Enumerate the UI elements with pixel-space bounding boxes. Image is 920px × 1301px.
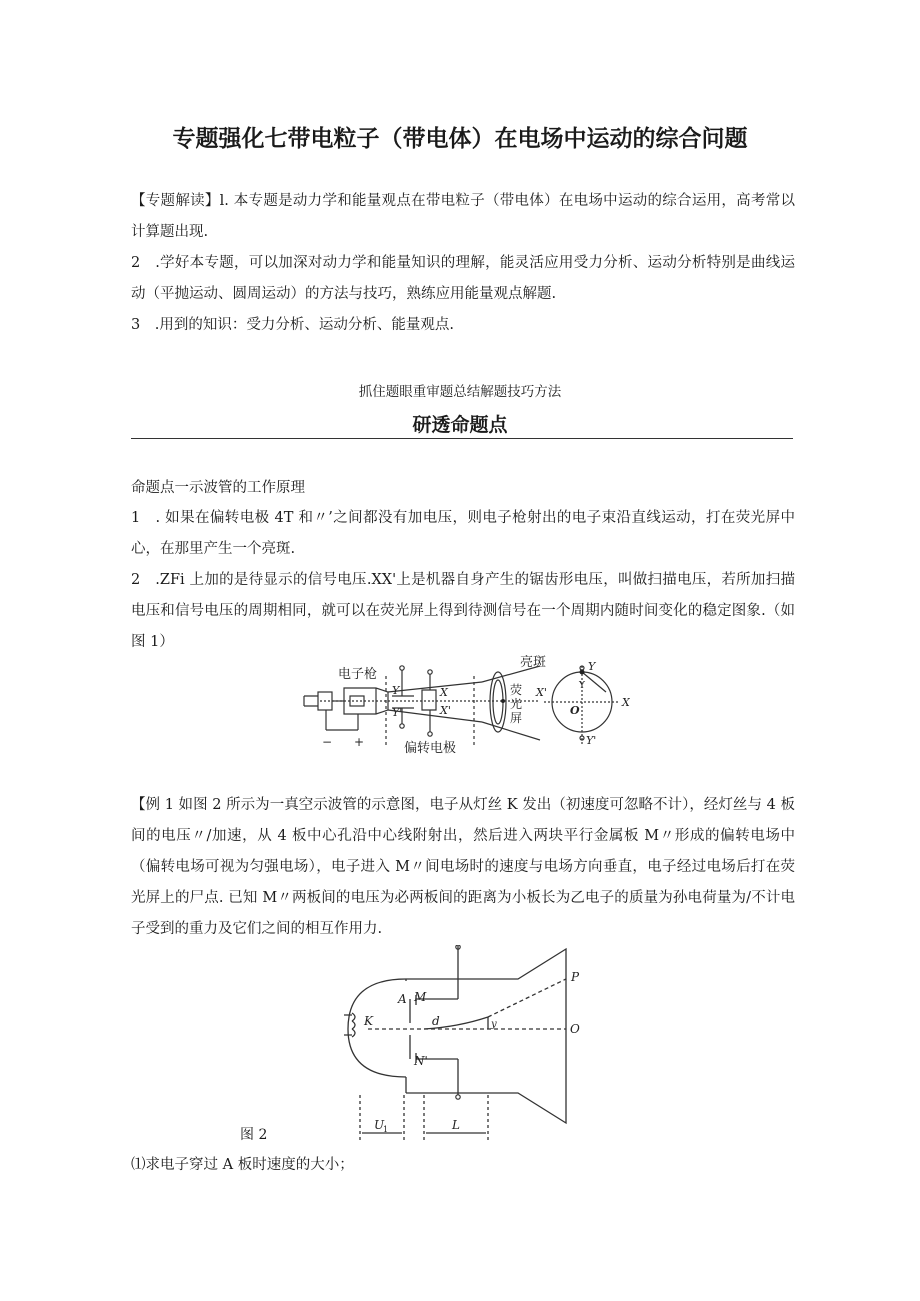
fig1-right-Y-label: Y xyxy=(588,660,596,673)
fig1-plus-label: + xyxy=(354,735,365,749)
fig1-right-X-label: X xyxy=(622,696,630,709)
fig2-U1-label: U xyxy=(374,1118,385,1132)
document-title: 专题强化七带电粒子（带电体）在电场中运动的综合问题 xyxy=(172,126,748,152)
fig1-Xprime-label: X' xyxy=(440,704,451,717)
fig1-Y-label: Y xyxy=(392,684,400,697)
point-paragraph-2: 2 .ZFi 上加的是待显示的信号电压.XX'上是机器自身产生的锯齿形电压，叫做扫描电压，若所加扫描电压和信号电压的周期相同，就可以在荧光屏上得到待测信号在一个周期内随时间变化的稳定图象.（如图 1） xyxy=(131,572,795,650)
question-1: ⑴求电子穿过 A 板时速度的大小； xyxy=(131,1157,354,1173)
section-title: 研透命题点 xyxy=(412,414,508,436)
fig1-screen-label-3: 屏 xyxy=(510,711,523,725)
fig2-N-label: N' xyxy=(414,1054,428,1068)
figure-1-oscilloscope-diagram xyxy=(300,652,630,760)
point-title: 命题点一示波管的工作原理 xyxy=(131,480,305,496)
subheading: 抓住题眼重审题总结解题技巧方法 xyxy=(358,384,562,400)
fig2-K-label: K xyxy=(364,1014,373,1028)
fig1-X-label: X xyxy=(440,686,448,699)
intro-paragraph-3: 3 .用到的知识：受力分析、运动分析、能量观点. xyxy=(131,317,454,333)
point-paragraph-1: 1 . 如果在偏转电极 4T 和〃’之间都没有加电压，则电子枪射出的电子束沿直线运动，打在荧光屏中心，在那里产生一个亮斑. xyxy=(131,510,795,557)
fig2-L-label: L xyxy=(452,1118,460,1132)
fig1-O-label: O xyxy=(570,704,580,717)
fig2-O-label: O xyxy=(570,1022,580,1036)
section-divider xyxy=(131,438,793,439)
fig2-M-label: M xyxy=(414,990,427,1004)
fig1-screen-label-1: 荧 xyxy=(510,683,523,697)
figure-2-caption: 图 2 xyxy=(240,1127,268,1143)
fig2-U1-subscript: 1 xyxy=(383,1125,389,1134)
fig1-gun-label: 电子枪 xyxy=(338,667,378,682)
intro-paragraph-2: 2 .学好本专题，可以加深对动力学和能量知识的理解，能灵活应用受力分析、运动分析特别是曲线运动（平抛运动、圆周运动）的方法与技巧，熟练应用能量观点解题. xyxy=(131,255,795,302)
fig2-d-label: d xyxy=(432,1014,440,1028)
fig2-y-label: y xyxy=(491,1019,497,1030)
fig1-small-Y-label: Y xyxy=(579,681,585,691)
intro-paragraph-1: 【专题解读】l. 本专题是动力学和能量观点在带电粒子（带电体）在电场中运动的综合运用，高考常以计算题出现. xyxy=(131,193,795,240)
figure-2-tube-diagram xyxy=(338,945,588,1145)
fig1-right-Xprime-label: X' xyxy=(536,686,547,699)
fig1-screen-label-2: 光 xyxy=(510,697,523,711)
fig1-spot-label: 亮斑 xyxy=(520,655,547,670)
fig1-right-Yprime-label: Y' xyxy=(586,734,597,747)
fig1-deflect-label: 偏转电极 xyxy=(404,741,457,756)
fig1-Yprime-label: Y' xyxy=(392,706,403,719)
fig2-A-label: A xyxy=(398,992,407,1006)
fig2-P-label: P xyxy=(571,970,580,984)
example-paragraph: 【例 1 如图 2 所示为一真空示波管的示意图，电子从灯丝 K 发出（初速度可忽略不计），经灯丝与 4 板间的电压〃/加速，从 4 板中心孔沿中心线附射出，然后进入两块平行金属板 M〃形成的偏转电场中（偏转电场可视为匀强电场），电子进入 M〃间电场时的速度与电场方向垂直，电子经过电场后打在荧光屏上的尸点. 已知 M〃两板间的电压为必两板间的距离为小板长为乙电子的质量为孙电荷量为/不计电子受到的重力及它们之间的相互作用力. xyxy=(131,797,795,937)
fig1-minus-label: − xyxy=(322,735,333,749)
